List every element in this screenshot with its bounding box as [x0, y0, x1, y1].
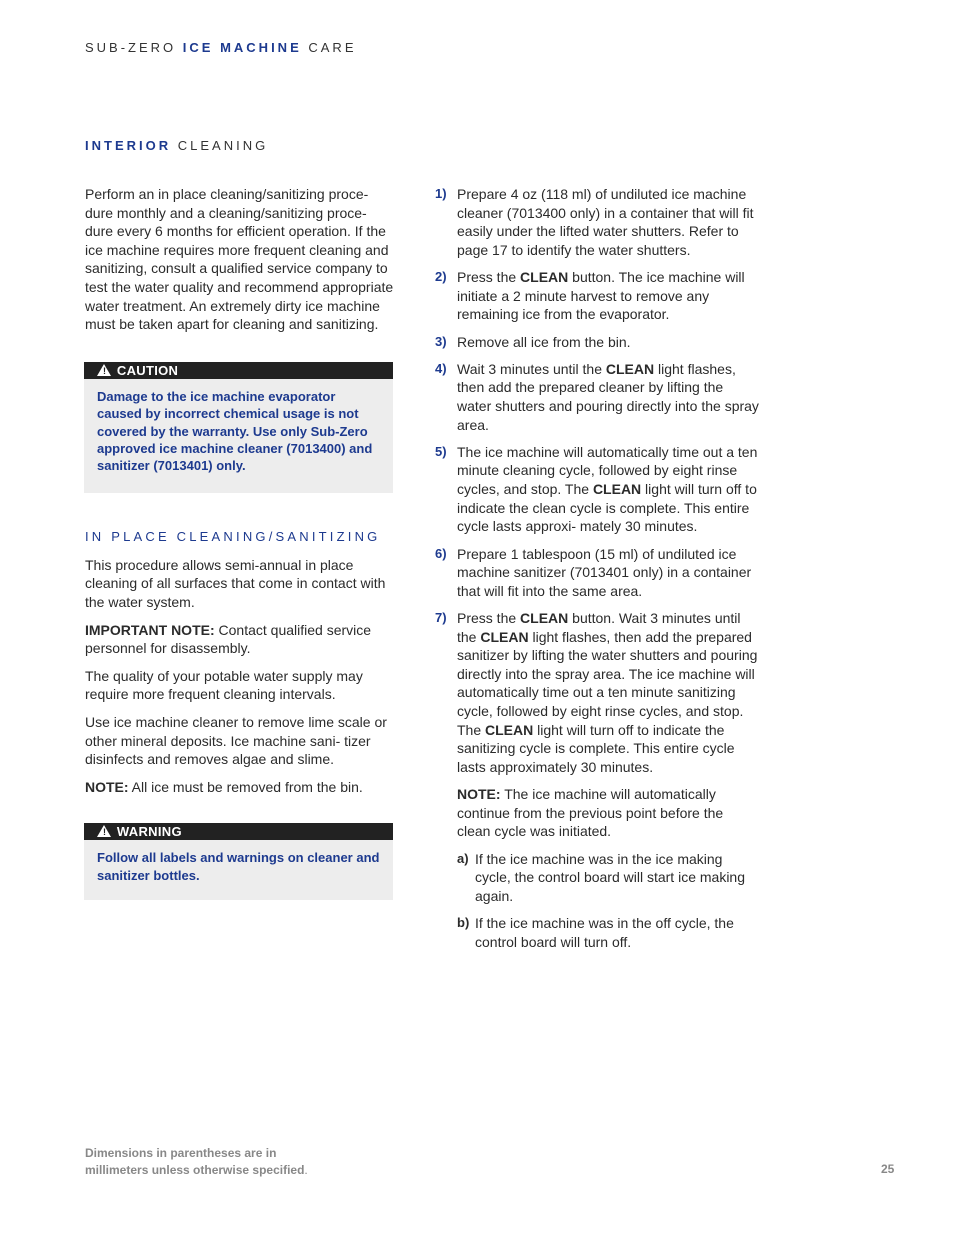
sub-step-text: If the ice machine was in the off cycle, the control board will turn off. [475, 914, 734, 950]
warning-box [84, 823, 393, 900]
clean-keyword: CLEAN [592, 481, 642, 498]
footer-line-2-text: millimeters unless otherwise specified [85, 1163, 305, 1177]
clean-keyword: CLEAN [605, 360, 655, 377]
section-title-rest: CLEANING [177, 138, 269, 153]
step-2 [435, 268, 760, 324]
footer-line-1: Dimensions in parentheses are in [85, 1146, 277, 1160]
step-5 [435, 443, 760, 536]
warning-triangle-icon: ! [97, 364, 111, 376]
step-number: 1) [435, 186, 447, 201]
section-title [85, 138, 268, 153]
step-text: Remove all ice from the bin. [457, 333, 631, 350]
bin-note [85, 778, 397, 797]
important-note-text: Contact qualified service personnel for disassembly. [85, 621, 372, 657]
step-number: 5) [435, 443, 447, 459]
sub-step-letter: a) [457, 850, 469, 866]
subsection-title: IN PLACE CLEANING/SANITIZING [85, 528, 381, 544]
step-text-part: button. The ice machine will initiate a 2 minute harvest to remove any remaining ice from the evaporator. [457, 269, 745, 323]
footer-period: . [304, 1163, 308, 1177]
step-text-part: Press the [457, 610, 521, 626]
water-quality-paragraph: The quality of your potable water supply may require more frequent cleaning intervals. [85, 667, 363, 703]
step-text-part: The ice machine will automatically time out a ten minute cleaning cycle, followed by eight rinse cycles, and stop. The [457, 443, 758, 498]
step-text-part: light flashes, then add the prepared sanitizer by lifting the water shutters and pouring directly into the spray area. The ice machine will automatically time out a ten minute sanitizing cycle, followed by eight rinse cycles, and stop. The [457, 628, 758, 738]
sub-step-letter: b) [457, 914, 470, 930]
warning-triangle-icon: ! [97, 825, 111, 837]
continue-note-text [457, 785, 760, 841]
section-title-highlight: INTERIOR [85, 138, 172, 153]
footer-line-2 [85, 1162, 308, 1179]
clean-keyword: CLEAN [520, 610, 569, 626]
step-4 [435, 360, 760, 434]
step-number: 7) [435, 610, 447, 625]
step-1 [435, 185, 760, 259]
step-text-part: Wait 3 minutes until the [457, 360, 606, 377]
caution-text: Damage to the ice machine evaporator caused by incorrect chemical usage is not covered by the warranty. Use only Sub-Zero approved ice machine cleaner (7013400) and sanitizer (7013401) only. [97, 388, 373, 474]
step-text [457, 268, 760, 324]
header-suffix: CARE [308, 40, 357, 55]
continue-note-body: The ice machine will automatically continue from the previous point before the clean cycle was initiated. [457, 786, 724, 840]
step-7 [435, 609, 760, 776]
footer-note [85, 1145, 308, 1179]
cleaner-paragraph: Use ice machine cleaner to remove lime scale or other mineral deposits. Ice machine sani- tizer disinfects and removes algae and slime. [85, 713, 387, 768]
left-column [85, 185, 397, 900]
sub-step-a [435, 850, 760, 906]
step-text [457, 443, 760, 536]
step-text-part: light flashes, then add the prepared cleaner by lifting the water shutters and pouring directly into the spray area. [457, 360, 759, 433]
caution-label: CAUTION [116, 362, 179, 378]
important-note [85, 621, 397, 658]
clean-keyword: CLEAN [480, 628, 529, 645]
caution-box [84, 362, 393, 493]
bin-note-label: NOTE: [85, 778, 129, 795]
procedure-paragraph: This procedure allows semi-annual in place cleaning of all surfaces that come in contact with the water system. [85, 556, 386, 610]
step-text [457, 609, 760, 776]
step-text-part: light will turn off to indicate the clean cycle is complete. This entire cycle lasts approxi- mately 30 minutes. [457, 481, 757, 535]
step-text-part: light will turn off to indicate the sanitizing cycle is complete. This entire cycle lasts approximately 30 minutes. [457, 721, 735, 775]
header-brand: SUB-ZERO [85, 40, 177, 55]
step-text-part: Press the [457, 269, 521, 286]
step-text: Prepare 4 oz (118 ml) of undiluted ice machine cleaner (7013400 only) in a container that will fit easily under the lifted water shutters. Refer to page 17 to identify the water shutters. [457, 186, 754, 258]
clean-keyword: CLEAN [520, 269, 569, 286]
step-number: 4) [435, 360, 447, 376]
right-column [435, 185, 760, 960]
important-note-label: IMPORTANT NOTE: [85, 621, 215, 638]
step-3 [435, 333, 760, 352]
bin-note-text: All ice must be removed from the bin. [128, 778, 363, 795]
continue-note [435, 785, 760, 841]
step-text-part: button. Wait 3 minutes until the [457, 610, 741, 645]
step-text: Prepare 1 tablespoon (15 ml) of undiluted ice machine sanitizer (7013401 only) in a container that will fit into the same area. [457, 545, 752, 599]
step-text [457, 360, 760, 434]
step-number: 6) [435, 545, 447, 561]
caution-header [84, 362, 393, 379]
step-number: 3) [435, 333, 447, 349]
sub-step-b [435, 914, 760, 951]
intro-paragraph: Perform an in place cleaning/sanitizing proce- dure monthly and a cleaning/sanitizing proce- dure every 6 months for efficient operation. If the ice machine requires more frequent cleaning and sanitizing, consult a qualified service company to test the water quality and recommend appropriate water treatment. An extremely dirty ice machine must be taken apart for cleaning and sanitizing. [85, 186, 394, 333]
header-highlight: ICE MACHINE [182, 40, 302, 55]
step-6 [435, 545, 760, 601]
clean-keyword: CLEAN [485, 721, 534, 738]
step-number: 2) [435, 269, 447, 285]
warning-label: WARNING [116, 824, 182, 840]
warning-header [84, 823, 393, 840]
page-number: 25 [881, 1162, 895, 1176]
sub-step-text: If the ice machine was in the ice making cycle, the control board will start ice making again. [475, 850, 745, 904]
page-header [85, 40, 357, 55]
continue-note-label: NOTE: [457, 786, 501, 803]
warning-text: Follow all labels and warnings on cleaner and sanitizer bottles. [97, 850, 380, 883]
